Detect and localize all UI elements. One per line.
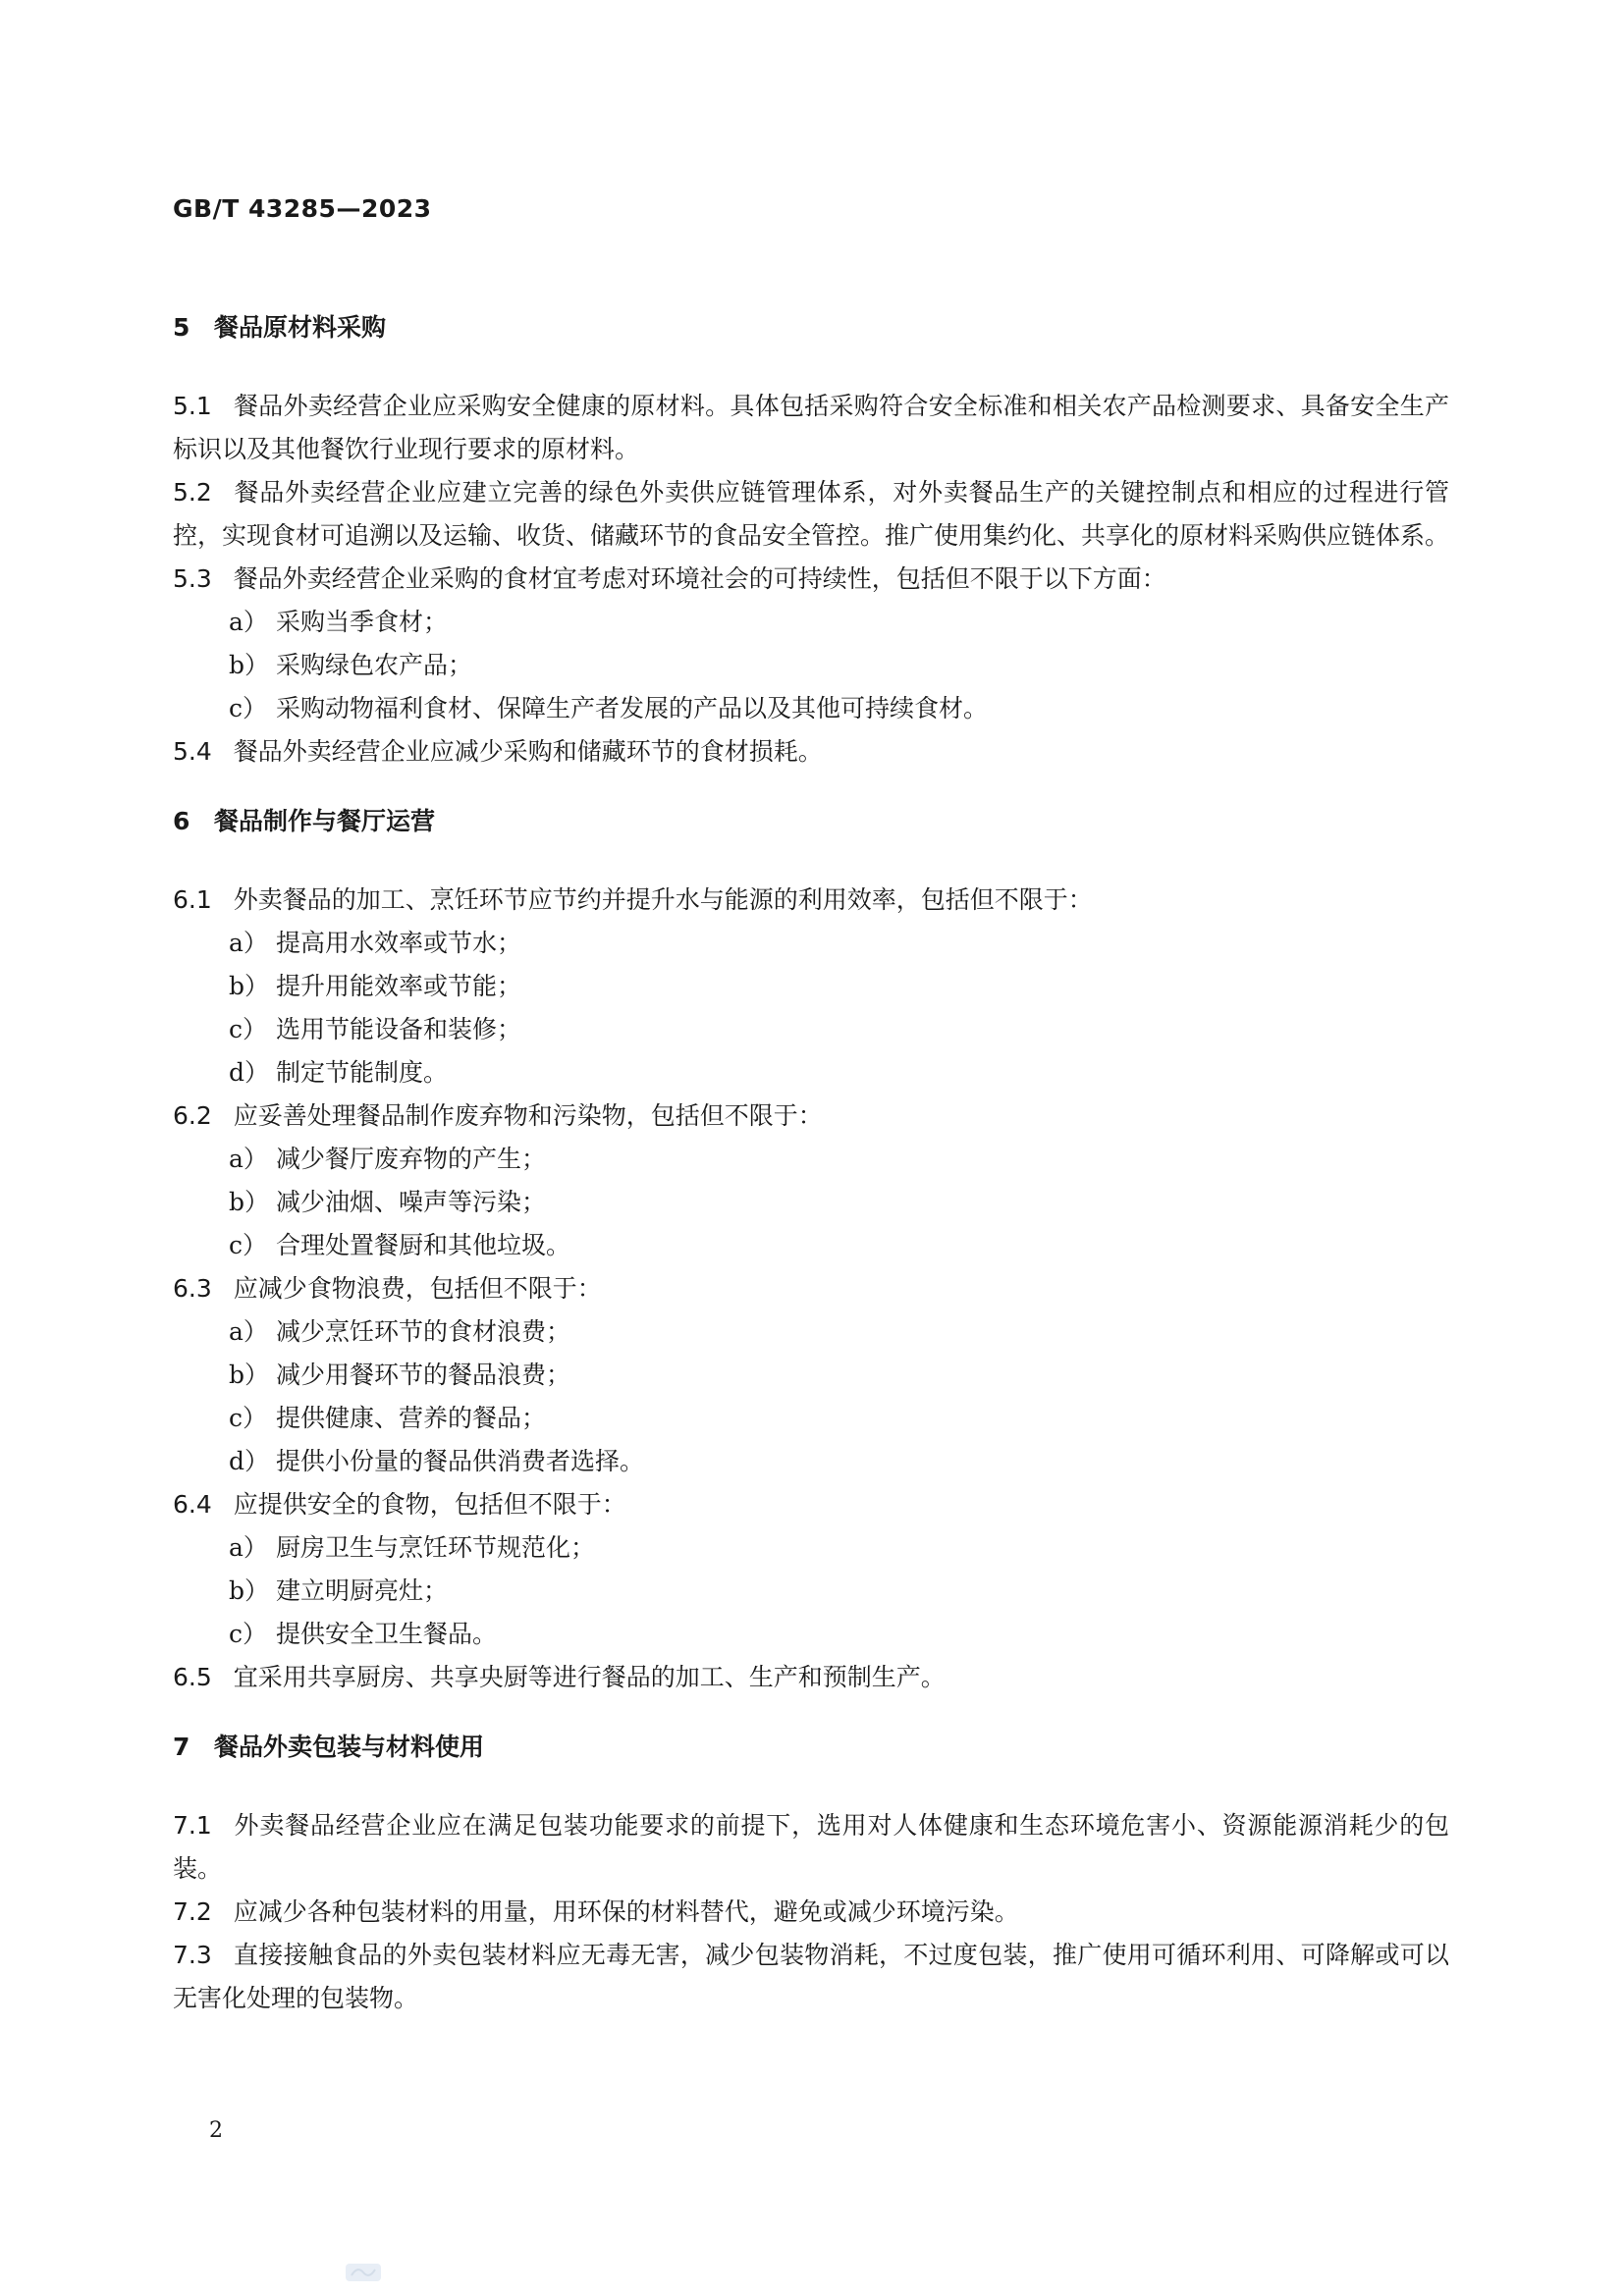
list-item-label: a） <box>229 1145 268 1173</box>
list-item-text: 减少烹饪环节的食材浪费； <box>276 1317 571 1346</box>
list-item-label: d） <box>229 1058 270 1087</box>
clause-number: 6.2 <box>173 1101 212 1130</box>
clause-number: 7.2 <box>173 1897 212 1926</box>
list-item-label: a） <box>229 1317 268 1346</box>
list-item <box>173 922 1449 965</box>
clause-text: 餐品外卖经营企业采购的食材宜考虑对环境社会的可持续性，包括但不限于以下方面： <box>233 564 1166 593</box>
list-item-text: 减少油烟、噪声等污染； <box>276 1188 547 1216</box>
section-title: 餐品外卖包装与材料使用 <box>214 1733 485 1761</box>
list-item-label: b） <box>229 651 270 679</box>
list-item <box>173 1008 1449 1051</box>
section-heading <box>173 1726 1449 1769</box>
clause-number: 6.5 <box>173 1663 212 1691</box>
list-item <box>173 1440 1449 1483</box>
list-item-text: 提供安全卫生餐品。 <box>276 1620 498 1648</box>
section-heading <box>173 800 1449 843</box>
clause-paragraph <box>173 1267 1449 1310</box>
clause-number: 7.3 <box>173 1941 212 1969</box>
clause-paragraph <box>173 730 1449 774</box>
clause-paragraph <box>173 385 1449 471</box>
clause-text: 外卖餐品经营企业应在满足包装功能要求的前提下，选用对人体健康和生态环境危害小、资源能源消耗少的包装。 <box>173 1811 1449 1883</box>
clause-paragraph <box>173 1934 1449 2020</box>
list-item-label: a） <box>229 608 268 636</box>
clause-paragraph <box>173 1891 1449 1934</box>
list-item-text: 合理处置餐厨和其他垃圾。 <box>276 1231 571 1259</box>
watermark-logo-icon <box>344 2258 383 2287</box>
section-number: 5 <box>173 313 190 342</box>
clause-number: 5.4 <box>173 737 212 766</box>
list-item-text: 提高用水效率或节水； <box>276 929 522 957</box>
clause-paragraph <box>173 471 1449 558</box>
section-number: 6 <box>173 807 190 835</box>
clause-paragraph <box>173 1483 1449 1526</box>
clause-paragraph <box>173 879 1449 922</box>
clause-text: 应提供安全的食物，包括但不限于： <box>233 1490 626 1519</box>
list-item-label: c） <box>229 1404 268 1432</box>
document-body <box>173 306 1449 2020</box>
clause-paragraph <box>173 1656 1449 1699</box>
clause-paragraph <box>173 1804 1449 1891</box>
list-item-text: 制定节能制度。 <box>276 1058 449 1087</box>
list-item-label: b） <box>229 1361 270 1389</box>
list-item-text: 提升用能效率或节能； <box>276 972 522 1000</box>
list-item-label: b） <box>229 972 270 1000</box>
list-item <box>173 1397 1449 1440</box>
list-item-text: 建立明厨亮灶； <box>276 1576 449 1605</box>
list-item-text: 采购动物福利食材、保障生产者发展的产品以及其他可持续食材。 <box>276 694 989 722</box>
list-item <box>173 1526 1449 1570</box>
list-item-text: 提供小份量的餐品供消费者选择。 <box>276 1447 645 1475</box>
clause-text: 应妥善处理餐品制作废弃物和污染物，包括但不限于： <box>233 1101 823 1130</box>
list-item-label: a） <box>229 1533 268 1562</box>
list-item-label: c） <box>229 1620 268 1648</box>
clause-number: 5.1 <box>173 392 212 420</box>
clause-number: 6.3 <box>173 1274 212 1303</box>
list-item <box>173 1181 1449 1224</box>
clause-text: 餐品外卖经营企业应减少采购和储藏环节的食材损耗。 <box>233 737 823 766</box>
list-item-label: b） <box>229 1188 270 1216</box>
clause-text: 应减少各种包装材料的用量，用环保的材料替代，避免或减少环境污染。 <box>233 1897 1019 1926</box>
clause-text: 直接接触食品的外卖包装材料应无毒无害，减少包装物消耗，不过度包装，推广使用可循环利用、可降解或可以无害化处理的包装物。 <box>173 1941 1449 2012</box>
clause-number: 6.4 <box>173 1490 212 1519</box>
clause-number: 7.1 <box>173 1811 212 1840</box>
list-item-text: 厨房卫生与烹饪环节规范化； <box>276 1533 596 1562</box>
section-heading <box>173 306 1449 349</box>
list-item <box>173 965 1449 1008</box>
section-title: 餐品原材料采购 <box>214 313 387 342</box>
list-item <box>173 1224 1449 1267</box>
section-title: 餐品制作与餐厅运营 <box>214 807 436 835</box>
clause-text: 餐品外卖经营企业应采购安全健康的原材料。具体包括采购符合安全标准和相关农产品检测要求、具备安全生产标识以及其他餐饮行业现行要求的原材料。 <box>173 392 1449 463</box>
list-item-label: a） <box>229 929 268 957</box>
clause-paragraph <box>173 558 1449 601</box>
list-item <box>173 1613 1449 1656</box>
list-item <box>173 1570 1449 1613</box>
clause-number: 5.2 <box>173 478 212 507</box>
list-item-text: 提供健康、营养的餐品； <box>276 1404 547 1432</box>
clause-text: 应减少食物浪费，包括但不限于： <box>233 1274 602 1303</box>
list-item-label: c） <box>229 694 268 722</box>
list-item-label: b） <box>229 1576 270 1605</box>
list-item <box>173 1138 1449 1181</box>
list-item <box>173 687 1449 730</box>
list-item-text: 采购绿色农产品； <box>276 651 473 679</box>
list-item-text: 选用节能设备和装修； <box>276 1015 522 1043</box>
standard-code: GB/T 43285—2023 <box>173 194 432 223</box>
page-number: 2 <box>209 2118 223 2143</box>
clause-paragraph <box>173 1095 1449 1138</box>
list-item-label: d） <box>229 1447 270 1475</box>
clause-number: 5.3 <box>173 564 212 593</box>
list-item <box>173 1354 1449 1397</box>
clause-text: 餐品外卖经营企业应建立完善的绿色外卖供应链管理体系，对外卖餐品生产的关键控制点和相应的过程进行管控，实现食材可追溯以及运输、收货、储藏环节的食品安全管控。推广使用集约化、共享化的原材料采购供应链体系。 <box>173 478 1450 550</box>
list-item-text: 减少用餐环节的餐品浪费； <box>276 1361 571 1389</box>
list-item <box>173 601 1449 644</box>
list-item-label: c） <box>229 1015 268 1043</box>
section-number: 7 <box>173 1733 190 1761</box>
clause-text: 外卖餐品的加工、烹饪环节应节约并提升水与能源的利用效率，包括但不限于： <box>233 885 1093 914</box>
list-item-label: c） <box>229 1231 268 1259</box>
list-item <box>173 1310 1449 1354</box>
list-item-text: 减少餐厅废弃物的产生； <box>276 1145 547 1173</box>
clause-text: 宜采用共享厨房、共享央厨等进行餐品的加工、生产和预制生产。 <box>233 1663 946 1691</box>
list-item <box>173 644 1449 687</box>
list-item <box>173 1051 1449 1095</box>
clause-number: 6.1 <box>173 885 212 914</box>
list-item-text: 采购当季食材； <box>276 608 449 636</box>
